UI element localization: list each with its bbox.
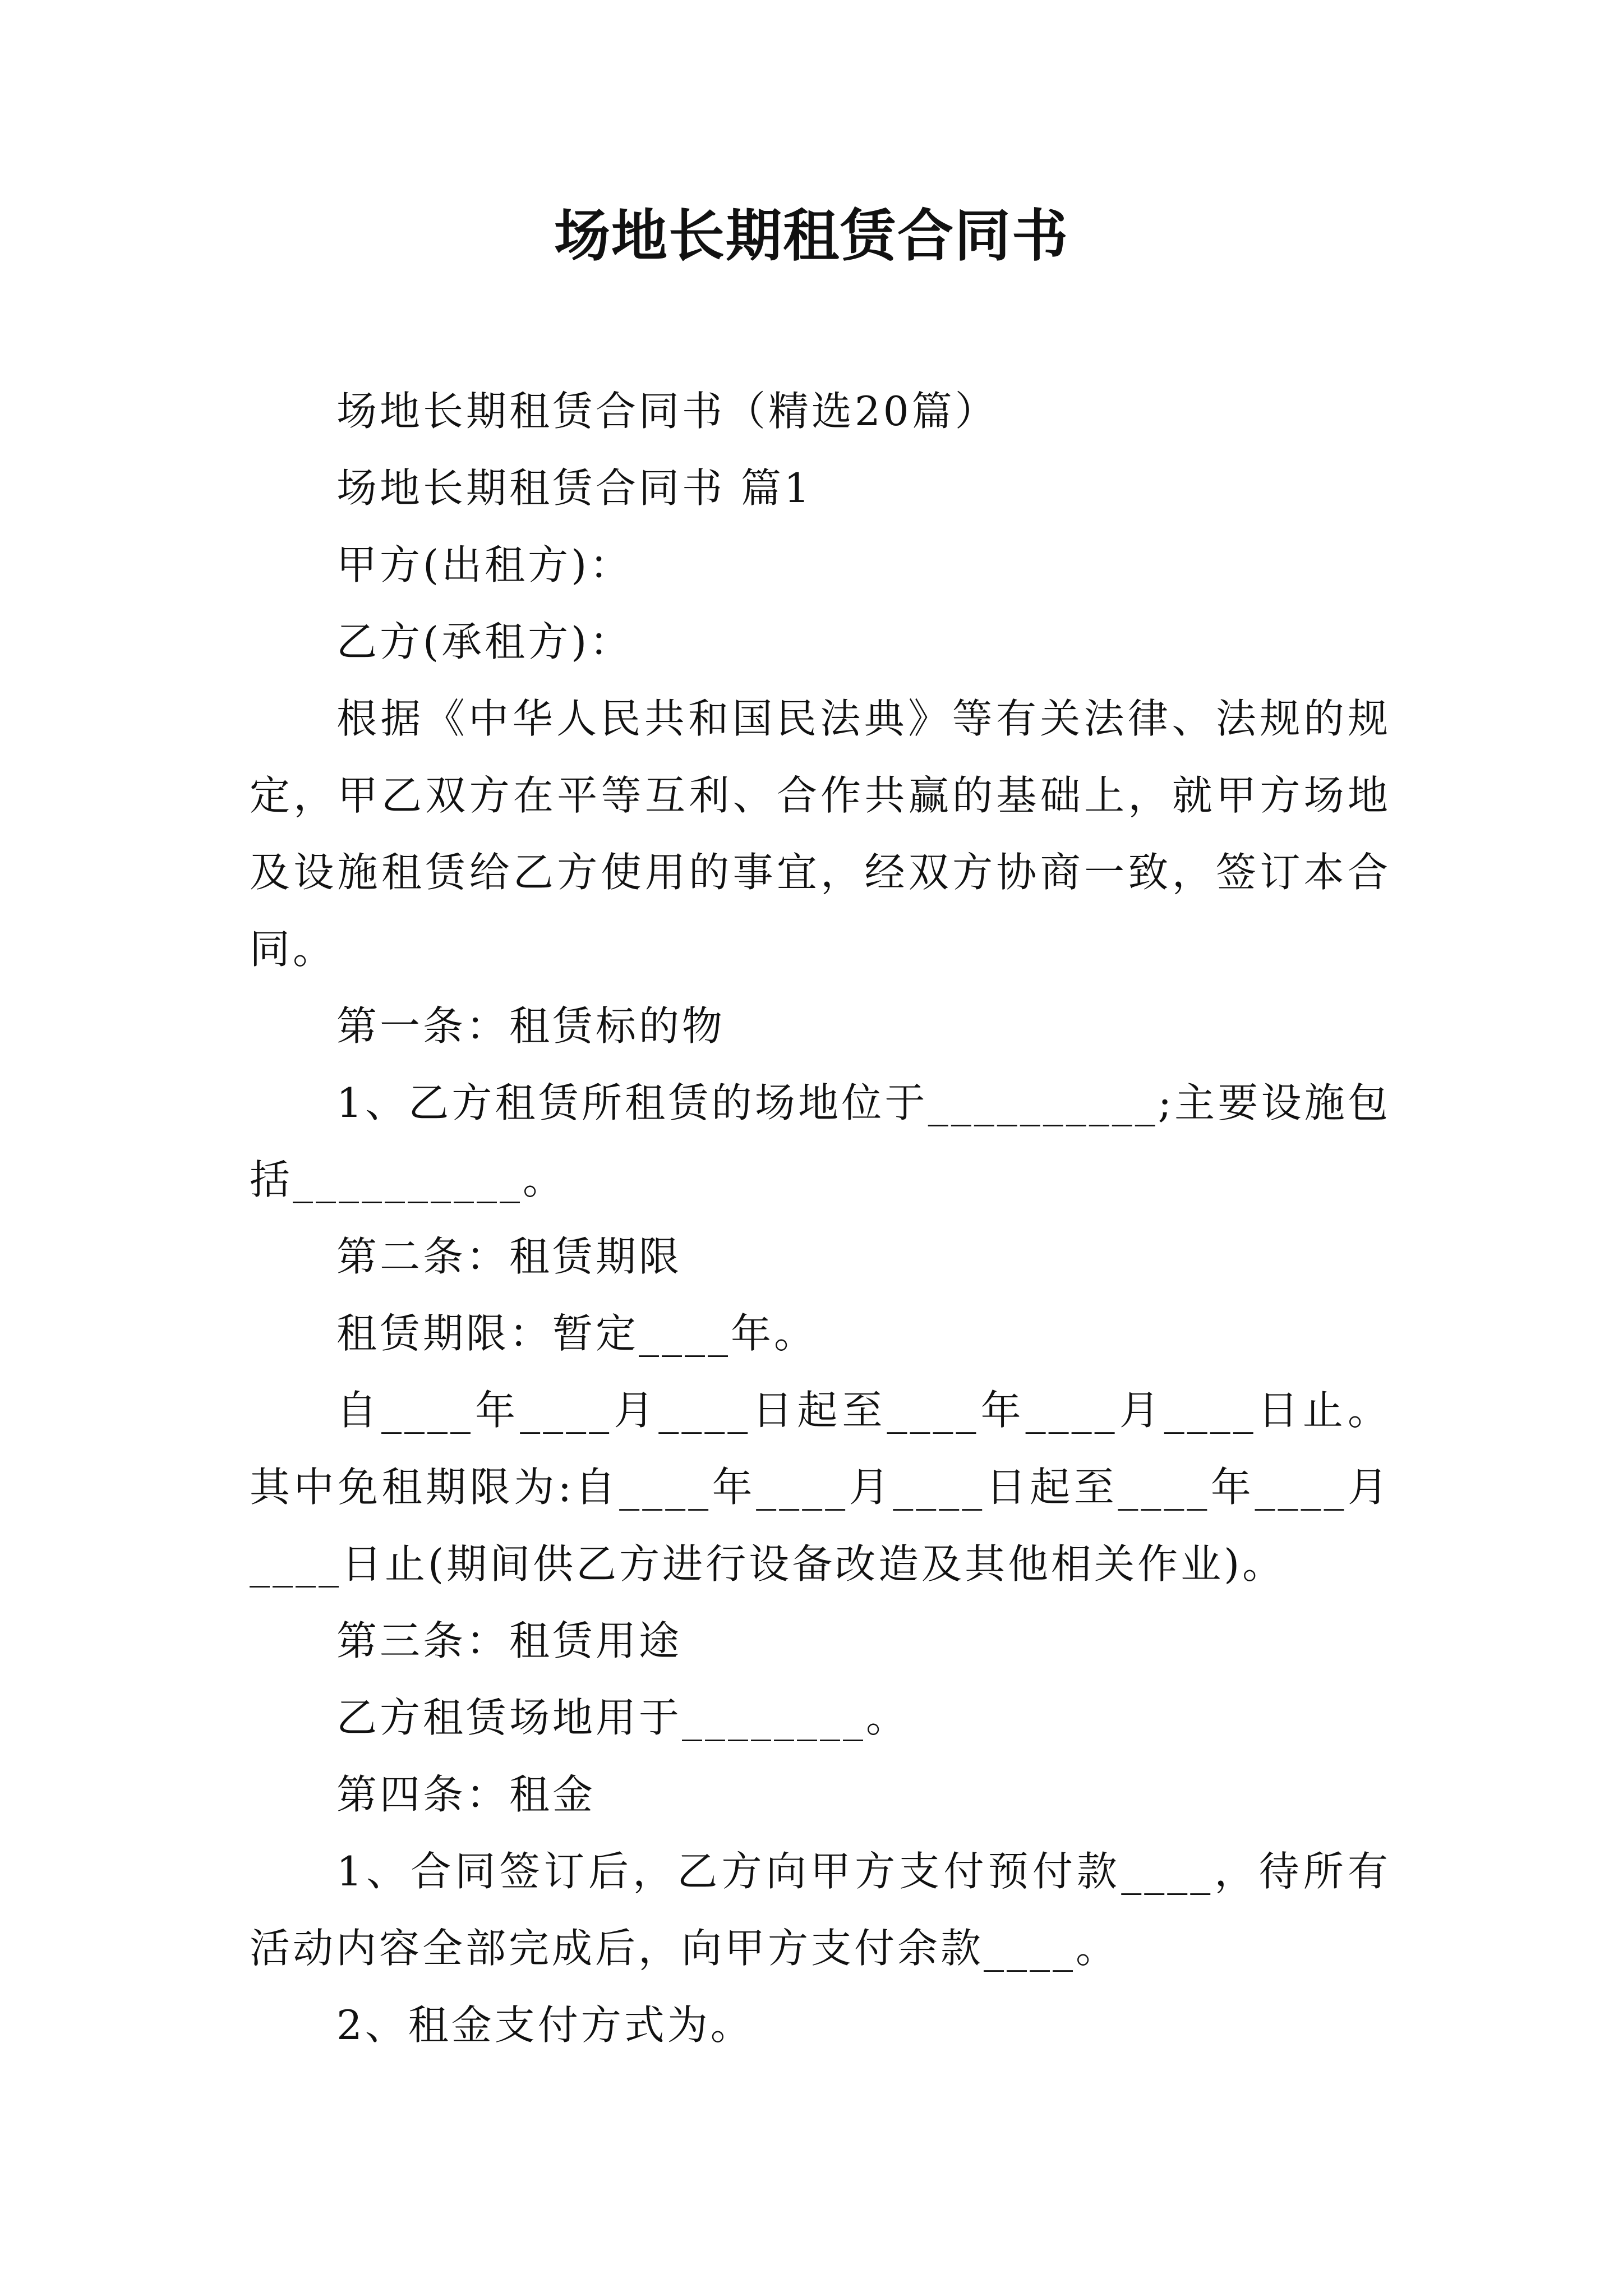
article-4-heading: 第四条：租金 (336, 1771, 596, 1818)
article-1-heading: 第一条：租赁标的物 (336, 1002, 726, 1050)
lease-purpose-line: 乙方租赁场地用于________。 (336, 1694, 910, 1741)
article-3-heading: 第三条：租赁用途 (336, 1617, 683, 1664)
article-4-clause-2: 2、租金支付方式为。 (336, 2001, 754, 2049)
document-body (250, 373, 1391, 2064)
article-4-clause-1: 1、合同签订后，乙方向甲方支付预付款____，待所有活动内容全部完成后，向甲方支付余款____。 (250, 1848, 1391, 1972)
article-2-heading: 第二条：租赁期限 (336, 1233, 683, 1280)
party-b-line: 乙方(承租方)： (336, 618, 633, 665)
party-a-line: 甲方(出租方)： (336, 541, 633, 588)
lease-period-paragraph: 自____年____月____日起至____年____月____日止。其中免租期限为:自____年____月____日起至____年____月____日止(期间供乙方进行设备改造及其他相关作业)。 (250, 1387, 1391, 1588)
subtitle-paragraph: 场地长期租赁合同书（精选20篇） (336, 388, 998, 435)
preamble-paragraph: 根据《中华人民共和国民法典》等有关法律、法规的规定，甲乙双方在平等互利、合作共赢的基础上，就甲方场地及设施租赁给乙方使用的事宜，经双方协商一致，签订本合同。 (250, 695, 1391, 973)
section-heading-part-1: 场地长期租赁合同书 篇1 (336, 464, 813, 512)
document-title: 场地长期租赁合同书 (554, 203, 1069, 269)
lease-term-line: 租赁期限：暂定____年。 (336, 1310, 818, 1357)
article-1-clause-1: 1、乙方租赁所租赁的场地位于__________;主要设施包括__________。 (250, 1079, 1391, 1203)
